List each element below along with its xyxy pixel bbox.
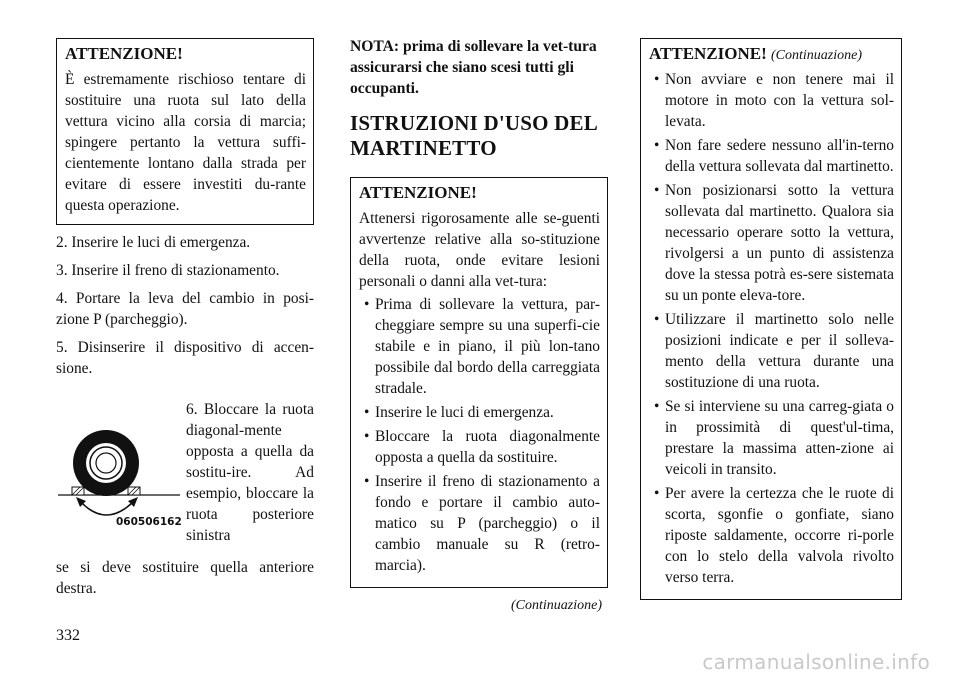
column-right <box>640 38 902 600</box>
continued-label: (Continuazione) <box>771 48 863 63</box>
wheel-chock-figure-block <box>56 399 314 559</box>
warning-box-right <box>640 38 902 600</box>
heading-line-1: ISTRUZIONI D'USO DEL <box>350 111 598 135</box>
page-number: 332 <box>56 627 80 644</box>
warning-title: ATTENZIONE! <box>359 183 477 202</box>
step-6-continuation: se si deve sostituire quella anteriore destra. <box>56 559 314 597</box>
bullet-item: • Per avere la certezza che le ruote di scorta, sgonfie o gonfiate, siano riposte saldamente, occorre ri-porle con lo stelo della valvola rivolto verso terra. <box>649 483 894 588</box>
warning-box-middle <box>350 177 608 588</box>
section-heading <box>350 111 608 161</box>
step-3: 3. Inserire il freno di stazionamento. <box>56 262 280 279</box>
bullet-item: • Non posizionarsi sotto la vettura sollevata dal martinetto. Qualora sia necessario operare sotto la vettura, rivolgersi a un punto di assistenza dove la stessa potrà es-sere sistemata su un ponte eleva-tore. <box>649 180 894 306</box>
continuation-label: (Continuazione) <box>511 598 602 613</box>
warning-intro: Attenersi rigorosamente alle se-guenti avvertenze relative alla so-stituzione della ruota, onde evitare lesioni personali o danni alla vet-tura: <box>359 210 600 290</box>
wheel-chock-illustration <box>56 411 182 531</box>
bullet-item: • Se si interviene su una carreg-giata o in prossimità di quest'ul-tima, prestare la massima atten-zione ai veicoli in transito. <box>649 396 894 480</box>
warning-bullets <box>649 69 894 588</box>
note-text: NOTA: prima di sollevare la vet-tura assicurarsi che siano scesi tutti gli occupanti. <box>350 38 597 97</box>
bullet-item: • Utilizzare il martinetto solo nelle posizioni indicate e per il solleva-mento della vettura durante una sostituzione di una ruota. <box>649 309 894 393</box>
heading-line-2: MARTINETTO <box>350 136 497 160</box>
warning-text: È estremamente rischioso tentare di sostituire una ruota sul lato della vettura vicino alla corsia di marcia; spingere pertanto la vettura suffi-cientemente lontano dalla strada per evitare di essere investiti du-rante questa operazione. <box>65 71 306 214</box>
bullet-item: • Inserire le luci di emergenza. <box>359 402 600 423</box>
bullet-item: • Prima di sollevare la vettura, par-cheggiare sempre su una superfi-cie stabile e in piano, il più lon-tano possibile dal bordo della carreggiata stradale. <box>359 294 600 399</box>
column-left <box>56 38 314 599</box>
warning-title: ATTENZIONE! <box>649 44 767 63</box>
bullet-item: • Inserire il freno di stazionamento a fondo e portare il cambio auto-matico su P (parcheggio) o il cambio manuale su R (retro-marcia). <box>359 471 600 576</box>
warning-box-left <box>56 38 314 225</box>
figure-code: 060506162 <box>116 516 182 528</box>
warning-title-row <box>649 43 894 67</box>
step-2: 2. Inserire le luci di emergenza. <box>56 234 251 251</box>
step-5: 5. Disinserire il dispositivo di accen-sione. <box>56 339 314 377</box>
step-6-text: 6. Bloccare la ruota diagonal-mente opposta a quella da sostitu-ire. Ad esempio, bloccare la ruota posteriore sinistra <box>186 401 314 544</box>
bullet-item: • Non avviare e non tenere mai il motore in moto con la vettura sol-levata. <box>649 69 894 132</box>
column-middle <box>350 38 608 614</box>
warning-title: ATTENZIONE! <box>65 44 183 63</box>
bullet-item: • Non fare sedere nessuno all'in-terno della vettura sollevata dal martinetto. <box>649 135 894 177</box>
watermark-text: carmanualsonline.info <box>702 650 930 674</box>
bullet-item: • Bloccare la ruota diagonalmente opposta a quella da sostituire. <box>359 426 600 468</box>
warning-bullets <box>359 294 600 576</box>
step-4: 4. Portare la leva del cambio in posi-zione P (parcheggio). <box>56 290 314 328</box>
